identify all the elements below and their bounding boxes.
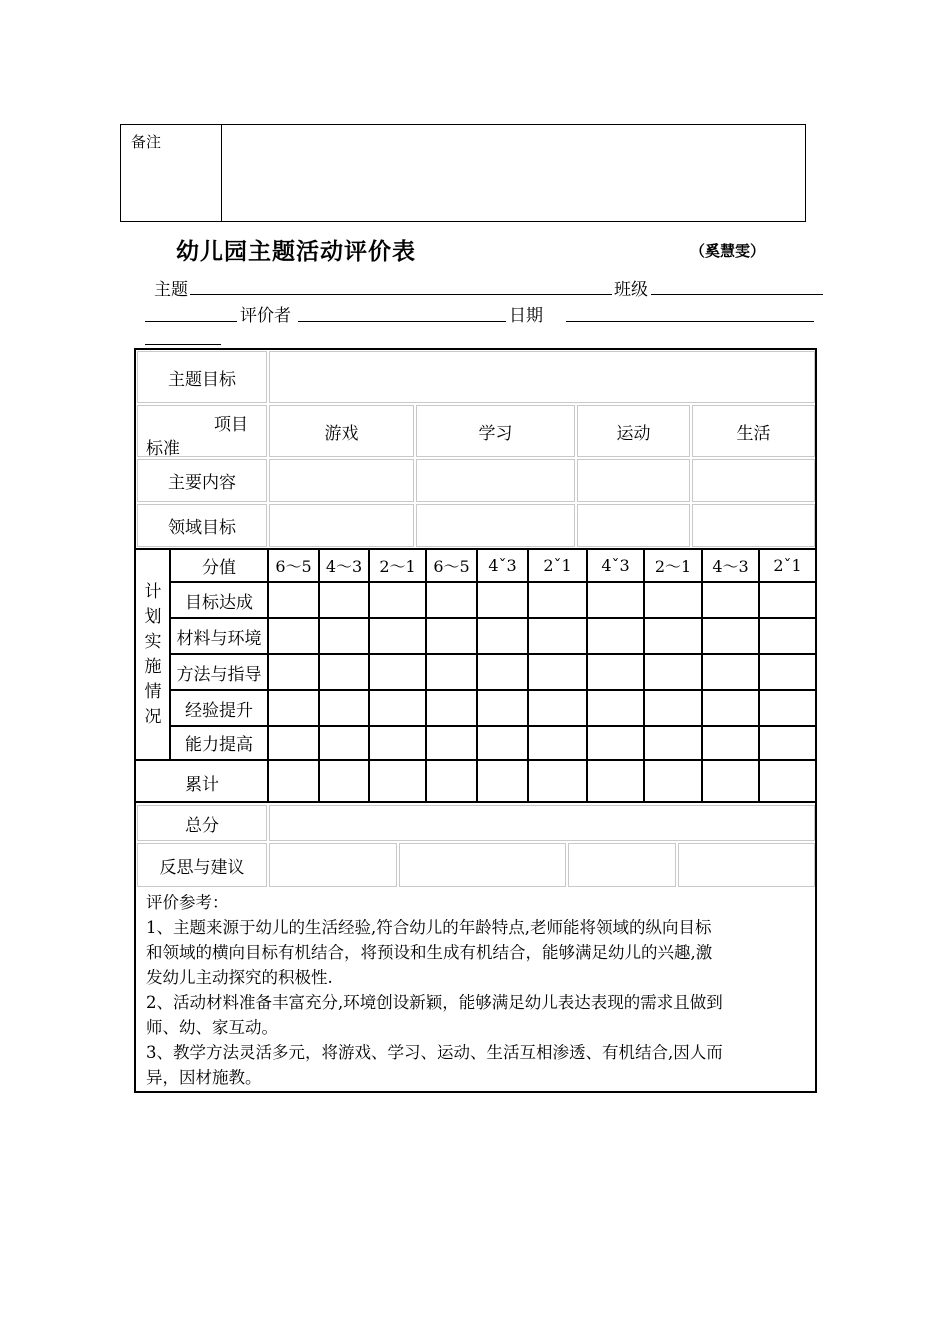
item-label: 项目 (214, 415, 248, 435)
score-value: 4ˇ3 (488, 555, 517, 575)
content-game-cell[interactable] (269, 459, 414, 502)
score-header (427, 550, 476, 580)
plan-label-char: 实 (144, 632, 162, 652)
score-value: 6～5 (433, 556, 470, 576)
goal-label: 主题目标 (168, 369, 236, 390)
domain-label-cell (137, 504, 267, 547)
grid-column-line (701, 548, 703, 803)
plan-label-cell (137, 551, 169, 759)
reference-line: 1、主题来源于幼儿的生活经验,符合幼儿的年龄特点,老师能将领域的纵向目标 (146, 918, 712, 937)
reflection-life-cell[interactable] (678, 843, 815, 887)
grid-line (169, 617, 815, 619)
reflection-label-cell (137, 843, 267, 887)
col-header-sport-label: 运动 (616, 423, 651, 444)
remark-divider (221, 125, 222, 221)
col-header-study-label: 学习 (478, 423, 513, 444)
reference-line: 3、教学方法灵活多元，将游戏、学习、运动、生活互相渗透、有机结合,因人而 (146, 1043, 723, 1062)
score-value: 4～3 (325, 556, 363, 576)
grid-column-line (476, 548, 478, 803)
score-label-cell (171, 550, 267, 580)
grid-column-line (643, 548, 645, 803)
reference-line: 发幼儿主动探究的积极性. (146, 968, 333, 987)
goal-label-cell (137, 351, 267, 403)
evaluation-table (134, 348, 817, 1093)
col-header-game (269, 405, 414, 457)
score-value: 2ˇ1 (543, 555, 572, 575)
score-header (645, 550, 701, 580)
reflection-label: 反思与建议 (159, 857, 245, 878)
criterion-row-label (171, 726, 267, 758)
content-label: 主要内容 (168, 473, 236, 493)
evaluator-field[interactable] (298, 321, 506, 322)
grid-column-line (758, 548, 760, 803)
reference-line: 异，因材施教。 (146, 1068, 262, 1087)
score-header (370, 550, 425, 580)
score-header (760, 550, 815, 580)
plan-label-char: 况 (144, 707, 162, 727)
grid-line (169, 581, 815, 583)
grid-column-line (318, 548, 320, 803)
criterion-label: 经验提升 (185, 700, 253, 721)
grid-line (169, 725, 815, 727)
author-name: （奚慧雯） (690, 242, 766, 260)
criterion-row-label (171, 656, 267, 688)
col-header-game-label: 游戏 (324, 423, 359, 444)
criterion-row-label (171, 692, 267, 724)
col-header-sport (577, 405, 690, 457)
grid-column-line (527, 548, 529, 803)
col-header-life-label: 生活 (736, 423, 771, 444)
class-field[interactable] (651, 294, 823, 295)
score-value: 6～5 (275, 556, 312, 576)
plan-label-char: 计 (144, 582, 162, 602)
theme-label: 主题 (154, 280, 188, 300)
plan-label-char: 施 (144, 657, 162, 677)
content-sport-cell[interactable] (577, 459, 690, 502)
plan-label-char: 情 (144, 682, 162, 702)
criterion-label: 能力提高 (185, 734, 253, 755)
reflection-study-cell[interactable] (399, 843, 566, 887)
class-field-continued (145, 321, 237, 322)
score-value: 2ˇ1 (773, 555, 802, 575)
score-header (529, 550, 586, 580)
score-header (703, 550, 758, 580)
domain-life-cell[interactable] (692, 504, 815, 547)
score-value: 4ˇ3 (601, 555, 630, 575)
standard-label: 标准 (146, 439, 180, 459)
col-header-study (416, 405, 575, 457)
score-value: 2～1 (654, 556, 692, 576)
domain-game-cell[interactable] (269, 504, 414, 547)
total-label-cell (137, 805, 267, 841)
grid-line (169, 689, 815, 691)
grid-column-line (586, 548, 588, 803)
evaluator-label: 评价者 (240, 306, 291, 326)
cumulative-label: 累计 (185, 774, 219, 795)
total-label: 总分 (185, 815, 219, 836)
goal-input-cell[interactable] (269, 351, 815, 403)
reflection-sport-cell[interactable] (568, 843, 676, 887)
domain-sport-cell[interactable] (577, 504, 690, 547)
criterion-row-label (171, 584, 267, 616)
grid-column-line (425, 548, 427, 803)
score-header (320, 550, 368, 580)
date-field[interactable] (566, 321, 814, 322)
date-label: 日期 (509, 306, 543, 326)
grid-column-line (368, 548, 370, 803)
score-label: 分值 (202, 557, 236, 578)
remark-label: 备注 (131, 133, 162, 151)
reference-line: 2、活动材料准备丰富充分,环境创设新颖，能够满足幼儿表达表现的需求且做到 (146, 993, 723, 1012)
item-standard-cell (137, 405, 267, 457)
page-title: 幼儿园主题活动评价表 (176, 238, 416, 265)
plan-label-char: 划 (144, 607, 162, 627)
score-value: 4～3 (712, 556, 749, 576)
score-value: 2～1 (379, 556, 416, 576)
criterion-label: 材料与环境 (176, 628, 262, 649)
reference-line: 师、幼、家互动。 (146, 1018, 278, 1037)
content-study-cell[interactable] (416, 459, 575, 502)
score-header (588, 550, 643, 580)
content-life-cell[interactable] (692, 459, 815, 502)
date-field-continued (145, 344, 221, 345)
score-header (478, 550, 527, 580)
score-header (269, 550, 318, 580)
theme-field[interactable] (190, 294, 612, 295)
class-label: 班级 (614, 280, 648, 300)
reflection-game-cell[interactable] (269, 843, 397, 887)
remark-box (120, 124, 806, 222)
evaluation-reference (146, 890, 808, 1090)
cumulative-label-cell (137, 763, 267, 801)
domain-label: 领域目标 (168, 518, 236, 538)
criterion-label: 方法与指导 (176, 664, 262, 685)
criterion-row-label (171, 620, 267, 652)
grid-line (169, 653, 815, 655)
col-header-life (692, 405, 815, 457)
criterion-label: 目标达成 (185, 592, 253, 613)
total-input-cell[interactable] (269, 805, 815, 841)
reference-title: 评价参考： (146, 893, 229, 912)
domain-study-cell[interactable] (416, 504, 575, 547)
content-label-cell (137, 459, 267, 502)
reference-line: 和领域的横向目标有机结合，将预设和生成有机结合，能够满足幼儿的兴趣,激 (146, 943, 713, 962)
grid-column-line (267, 548, 269, 803)
